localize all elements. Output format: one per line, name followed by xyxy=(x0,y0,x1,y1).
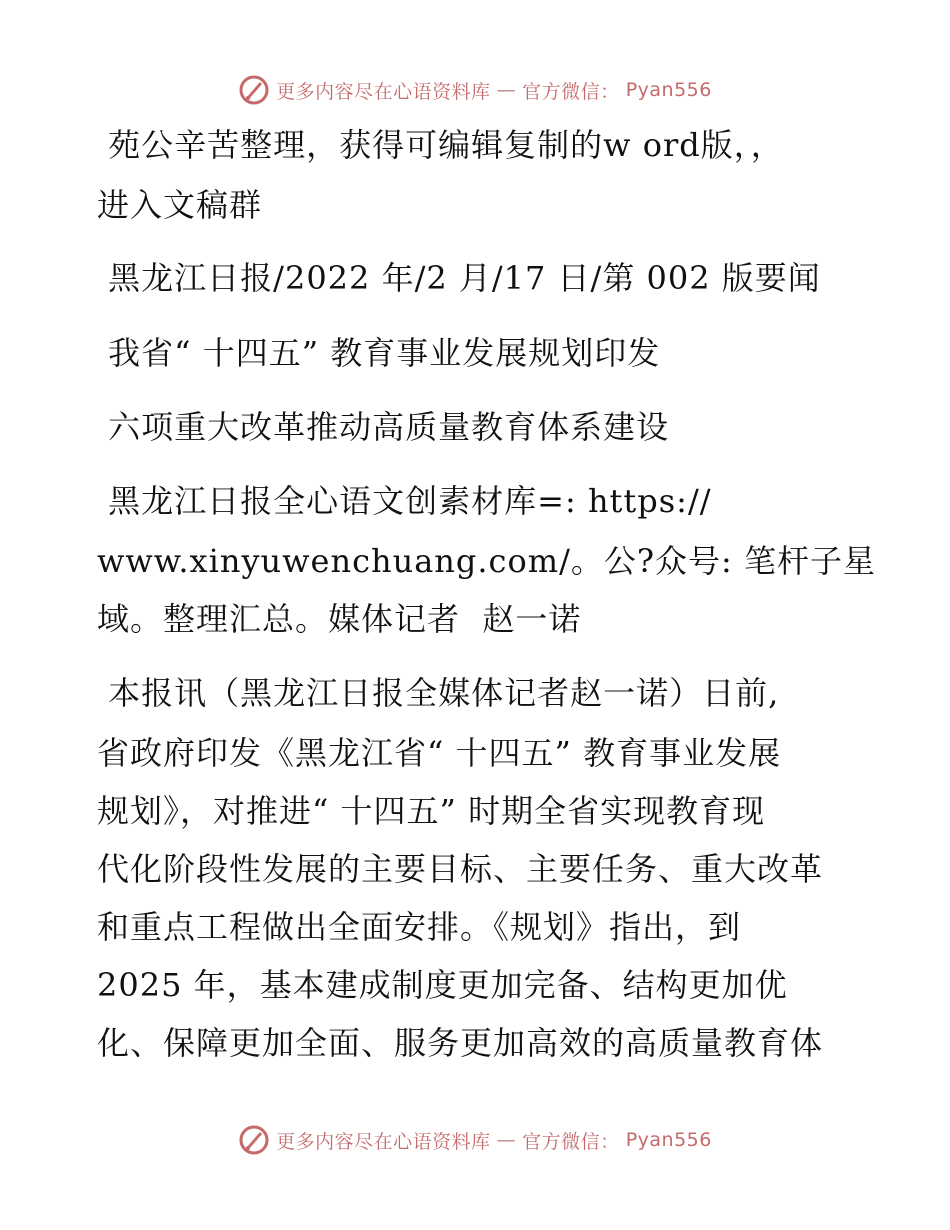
text-line: 进入文稿群 xyxy=(97,186,263,224)
watermark-separator: — xyxy=(496,1129,517,1151)
text-line: 规划》，对推进“ 十四五” 时期全省实现教育现 xyxy=(97,792,766,830)
watermark-contact-value: Pyan556 xyxy=(625,79,712,101)
quill-pen-logo-icon xyxy=(238,1124,270,1156)
watermark-separator: — xyxy=(496,79,517,101)
text-line: 和重点工程做出全面安排。《规划》指出，到 xyxy=(97,908,742,946)
text-line: 黑龙江日报全心语文创素材库=: https:// xyxy=(97,482,712,520)
watermark-brand: 更多内容尽在心语资料库 xyxy=(276,80,491,103)
text-line: 化、保障更加全面、服务更加高效的高质量教育体 xyxy=(97,1024,824,1062)
header-watermark xyxy=(0,70,950,110)
text-line: 域。整理汇总。媒体记者 赵一诺 xyxy=(97,600,582,638)
watermark-contact-value: Pyan556 xyxy=(625,1129,712,1151)
text-line: 本报讯（黑龙江日报全媒体记者赵一诺）日前, xyxy=(97,674,780,712)
footer-watermark xyxy=(0,1120,950,1160)
text-line: www.xinyuwenchuang.com/。公?众号: 笔杆子星 xyxy=(97,542,876,580)
quill-pen-logo-icon xyxy=(238,74,270,106)
watermark-brand: 更多内容尽在心语资料库 xyxy=(276,1130,491,1153)
text-line: 六项重大改革推动高质量教育体系建设 xyxy=(97,408,670,446)
text-line: 2025 年，基本建成制度更加完备、结构更加优 xyxy=(97,966,788,1004)
text-line: 黑龙江日报/2022 年/2 月/17 日/第 002 版要闻 xyxy=(97,259,821,297)
text-line: 苑公辛苦整理，获得可编辑复制的w ord版，， xyxy=(97,126,784,164)
text-line: 我省“ 十四五” 教育事业发展规划印发 xyxy=(97,334,661,372)
watermark-contact-label: 官方微信： xyxy=(522,1130,620,1153)
text-line: 代化阶段性发展的主要目标、主要任务、重大改革 xyxy=(97,850,824,888)
text-line: 省政府印发《黑龙江省“ 十四五” 教育事业发展 xyxy=(97,734,782,772)
watermark-contact-label: 官方微信： xyxy=(522,80,620,103)
